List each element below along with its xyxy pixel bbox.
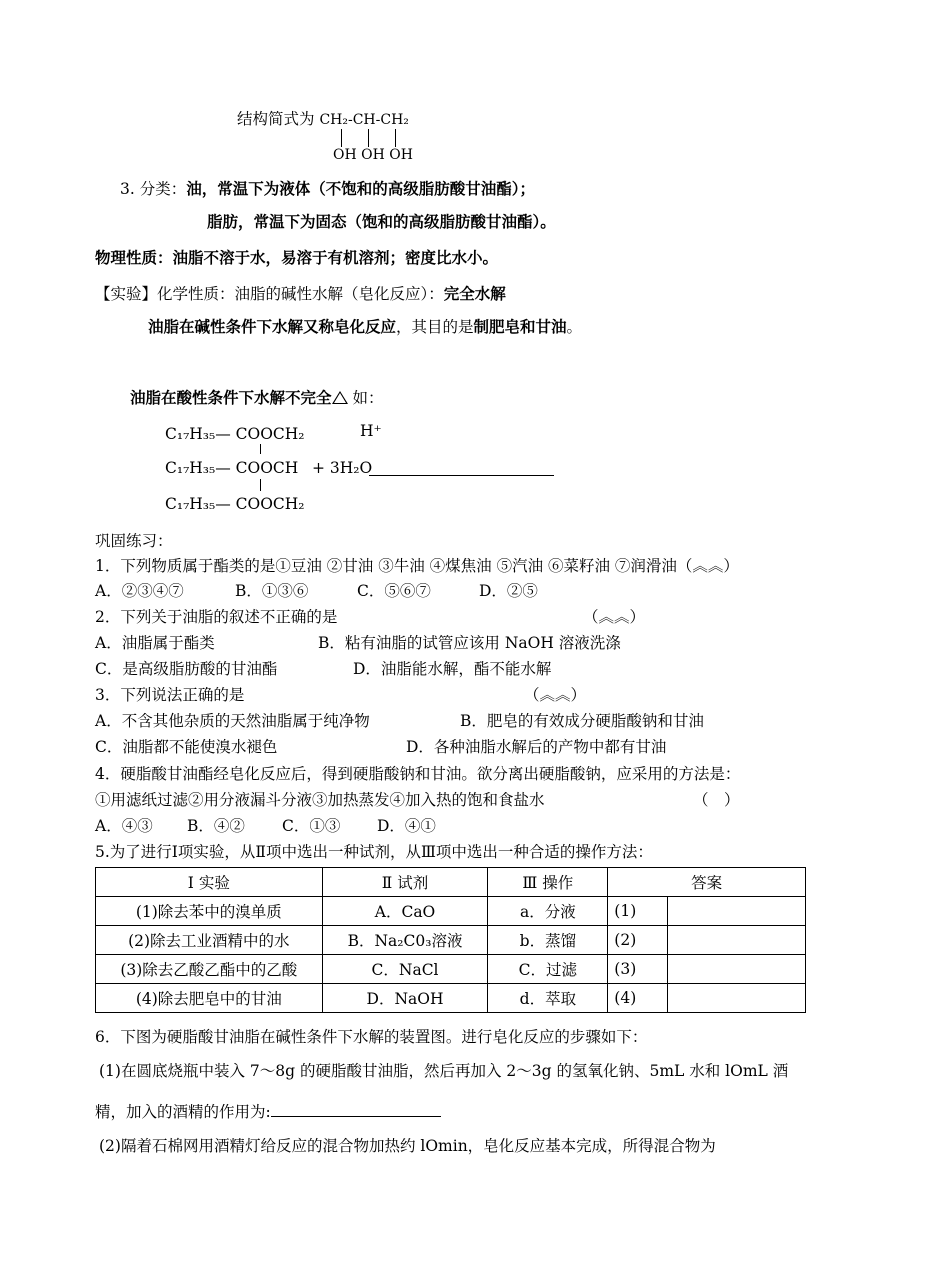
table-row xyxy=(96,955,806,984)
saponification-bold2: 制肥皂和甘油 xyxy=(473,318,567,336)
q4-option-b: B．④② xyxy=(187,817,245,835)
bond-line xyxy=(260,479,261,491)
classification-prefix: 3. 分类： xyxy=(120,180,187,198)
q6-step-1a: (1)在圆底烧瓶中装入 7～8g 的硬脂酸甘油脂，然后再加入 2～3g 的氢氧化钠、5mL 水和 lOmL 酒 xyxy=(99,1062,789,1080)
saponification-end: 。 xyxy=(566,318,583,336)
q4-option-c: C．①③ xyxy=(282,817,341,835)
bond-line xyxy=(260,444,261,454)
table-row xyxy=(96,897,806,926)
q4-answer-paren: （ ） xyxy=(693,791,740,809)
q6-step-1b xyxy=(95,1102,441,1121)
q2-option-c: C．是高级脂肪酸的甘油酯 xyxy=(95,660,278,678)
q2-option-b: B．粘有油脂的试管应该用 NaOH 溶液洗涤 xyxy=(318,634,621,652)
triglyceride-row-3: C₁₇H₃₅— COOCH₂ xyxy=(165,495,305,513)
header-answer: 答案 xyxy=(608,868,806,897)
header-operation: Ⅲ 操作 xyxy=(488,868,608,897)
bond-line xyxy=(368,129,369,147)
answer-number-cell: (4) xyxy=(608,984,668,1013)
experiment-line xyxy=(95,287,506,303)
reagent-cell: A．CaO xyxy=(322,897,488,926)
question-1: 1．下列物质属于酯类的是①豆油 ②甘油 ③牛油 ④煤焦油 ⑤汽油 ⑥菜籽油 ⑦润滑油（︽︽） xyxy=(95,557,739,575)
q2-option-a: A．油脂属于酯类 xyxy=(95,634,215,652)
bond-line xyxy=(395,129,396,147)
operation-cell: C．过滤 xyxy=(488,955,608,984)
q1-option-c: C．⑤⑥⑦ xyxy=(357,582,431,600)
question-6: 6．下图为硬脂酸甘油脂在碱性条件下水解的装置图。进行皂化反应的步骤如下： xyxy=(95,1028,648,1046)
table-header-row xyxy=(96,868,806,897)
q6-step-1b-text: 精，加入的酒精的作用为: xyxy=(95,1103,271,1121)
q4-methods: ①用滤纸过滤②用分液漏斗分液③加热蒸发④加入热的饱和食盐水 xyxy=(95,791,545,809)
fill-in-blank[interactable] xyxy=(271,1102,441,1117)
q1-option-a: A．②③④⑦ xyxy=(95,582,184,600)
answer-number-cell: (3) xyxy=(608,955,668,984)
q4-option-a: A．④③ xyxy=(95,817,153,835)
q3-option-d: D．各种油脂水解后的产物中都有甘油 xyxy=(406,738,667,756)
glycerol-label xyxy=(237,112,409,128)
table-row xyxy=(96,926,806,955)
classification-oil xyxy=(120,182,535,198)
q2-option-d: D．油脂能水解，酯不能水解 xyxy=(353,660,552,678)
q6-step-2: (2)隔着石棉网用酒精灯给反应的混合物加热约 lOmin，皂化反应基本完成，所得混合物为 xyxy=(99,1137,716,1155)
classification-oil-text: 油，常温下为液体（不饱和的高级脂肪酸甘油酯）； xyxy=(186,180,535,198)
experiment-text: 化学性质：油脂的碱性水解（皂化反应）： xyxy=(157,285,444,303)
q3-answer-paren: （︽︽） xyxy=(524,686,587,704)
experiment-table xyxy=(95,867,806,1013)
practice-heading: 巩固练习： xyxy=(95,532,173,550)
q2-answer-paren: （︽︽） xyxy=(583,608,646,626)
bond-line xyxy=(341,129,342,147)
answer-number-cell: (1) xyxy=(608,897,668,926)
answer-input-cell[interactable] xyxy=(668,955,806,984)
q3-option-b: B．肥皂的有效成分硬脂酸钠和甘油 xyxy=(460,712,704,730)
reagent-cell: D．NaOH xyxy=(322,984,488,1013)
water-reactant: + 3H₂O xyxy=(312,459,373,477)
answer-number-cell: (2) xyxy=(608,926,668,955)
answer-input-cell[interactable] xyxy=(668,897,806,926)
acid-hydrolysis-tail: 如： xyxy=(347,389,384,407)
catalyst-label: H⁺ xyxy=(360,422,382,440)
triglyceride-row-2: C₁₇H₃₅— COOCH xyxy=(165,459,299,477)
saponification-bold1: 油脂在碱性条件下水解又称皂化反应 xyxy=(148,318,397,336)
question-3: 3．下列说法正确的是 xyxy=(95,686,245,704)
glycerol-formula: CH₂-CH-CH₂ xyxy=(319,112,409,128)
q3-option-c: C．油脂都不能使溴水褪色 xyxy=(95,738,278,756)
answer-input-cell[interactable] xyxy=(668,984,806,1013)
experiment-cell: (2)除去工业酒精中的水 xyxy=(96,926,323,955)
glycerol-label-text: 结构简式为 xyxy=(237,110,320,128)
question-4: 4．硬脂酸甘油酯经皂化反应后，得到硬脂酸钠和甘油。欲分离出硬脂酸钠，应采用的方法是： xyxy=(95,765,741,783)
answer-input-cell[interactable] xyxy=(668,926,806,955)
q1-option-b: B．①③⑥ xyxy=(235,582,309,600)
operation-cell: d．萃取 xyxy=(488,984,608,1013)
question-5: 5.为了进行Ⅰ项实验，从Ⅱ项中选出一种试剂，从Ⅲ项中选出一种合适的操作方法： xyxy=(95,843,653,861)
reagent-cell: C．NaCl xyxy=(322,955,488,984)
experiment-cell: (3)除去乙酸乙酯中的乙酸 xyxy=(96,955,323,984)
operation-cell: b．蒸馏 xyxy=(488,926,608,955)
saponification-mid: ，其目的是 xyxy=(396,318,474,336)
header-experiment: I 实验 xyxy=(96,868,323,897)
physical-properties: 物理性质：油脂不溶于水，易溶于有机溶剂；密度比水小。 xyxy=(95,249,499,267)
experiment-bold: 完全水解 xyxy=(443,285,506,303)
triglyceride-row-1: C₁₇H₃₅— COOCH₂ xyxy=(165,425,305,443)
heat-triangle-icon xyxy=(332,391,348,404)
q4-option-d: D．④① xyxy=(377,817,436,835)
acid-hydrolysis-bold: 油脂在酸性条件下水解不完全 xyxy=(130,389,332,407)
answer-blank xyxy=(369,461,554,480)
table-row xyxy=(96,984,806,1013)
saponification-line xyxy=(148,320,582,336)
experiment-cell: (1)除去苯中的溴单质 xyxy=(96,897,323,926)
q1-option-d: D．②⑤ xyxy=(479,582,538,600)
classification-fat: 脂肪，常温下为固态（饱和的高级脂肪酸甘油酯）。 xyxy=(207,213,556,231)
question-2: 2．下列关于油脂的叙述不正确的是 xyxy=(95,608,338,626)
acid-hydrolysis-line xyxy=(130,390,383,407)
header-reagent: Ⅱ 试剂 xyxy=(322,868,488,897)
experiment-cell: (4)除去肥皂中的甘油 xyxy=(96,984,323,1013)
reagent-cell: B．Na₂C0₃溶液 xyxy=(322,926,488,955)
experiment-bracket: 【实验】 xyxy=(95,285,158,303)
glycerol-oh-row: OH OH OH xyxy=(333,147,413,163)
q3-option-a: A．不含其他杂质的天然油脂属于纯净物 xyxy=(95,712,370,730)
operation-cell: a．分液 xyxy=(488,897,608,926)
